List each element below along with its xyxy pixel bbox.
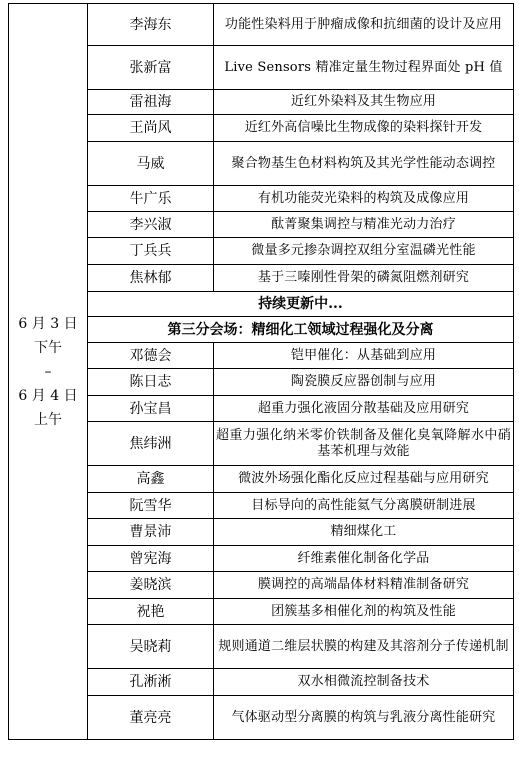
speaker-name: 张新富	[88, 46, 214, 90]
talk-topic: 酞菁聚集调控与精准光动力治疗	[214, 212, 514, 238]
date-line: 6 月 3 日	[18, 315, 78, 332]
talk-topic: 陶瓷膜反应器创制与应用	[214, 369, 514, 396]
table-row	[9, 4, 514, 46]
schedule-body	[9, 4, 514, 740]
talk-topic: 纤维素催化制备化学品	[214, 546, 514, 572]
date-line: 6 月 4 日	[18, 387, 78, 404]
speaker-name: 祝艳	[88, 599, 214, 625]
speaker-name: 雷祖海	[88, 90, 214, 115]
speaker-name: 曾宪海	[88, 546, 214, 572]
speaker-name: 丁兵兵	[88, 238, 214, 265]
speaker-name: 姜晓滨	[88, 572, 214, 599]
talk-topic: 有机功能荧光染料的构筑及成像应用	[214, 186, 514, 212]
talk-topic: 铠甲催化：从基础到应用	[214, 343, 514, 369]
talk-topic: 功能性染料用于肿瘤成像和抗细菌的设计及应用	[214, 4, 514, 46]
speaker-name: 焦林郁	[88, 265, 214, 292]
schedule-table	[8, 3, 514, 740]
speaker-name: 董亮亮	[88, 696, 214, 740]
talk-topic: 超重力强化纳米零价铁制备及催化臭氧降解水中硝基苯机理与效能	[214, 422, 514, 466]
speaker-name: 牛广乐	[88, 186, 214, 212]
talk-topic: 精细煤化工	[214, 519, 514, 546]
speaker-name: 李海东	[88, 4, 214, 46]
speaker-name: 吴晓莉	[88, 625, 214, 669]
talk-topic: 膜调控的高端晶体材料精准制备研究	[214, 572, 514, 599]
talk-topic: 微波外场强化酯化反应过程基础与应用研究	[214, 466, 514, 493]
speaker-name: 焦纬洲	[88, 422, 214, 466]
speaker-name: 陈日志	[88, 369, 214, 396]
speaker-name: 高鑫	[88, 466, 214, 493]
speaker-name: 阮雪华	[88, 493, 214, 519]
speaker-name: 马威	[88, 142, 214, 186]
talk-topic: 气体驱动型分离膜的构筑与乳液分离性能研究	[214, 696, 514, 740]
talk-topic: 近红外染料及其生物应用	[214, 90, 514, 115]
date-cell	[9, 4, 88, 740]
speaker-name: 曹景沛	[88, 519, 214, 546]
talk-topic: 团簇基多相催化剂的构筑及性能	[214, 599, 514, 625]
speaker-name: 李兴淑	[88, 212, 214, 238]
talk-topic: 规则通道二维层状膜的构建及其溶剂分子传递机制	[214, 625, 514, 669]
talk-topic: 目标导向的高性能氦气分离膜研制进展	[214, 493, 514, 519]
talk-topic: Live Sensors 精准定量生物过程界面处 pH 值	[214, 46, 514, 90]
talk-topic: 双水相微流控制备技术	[214, 669, 514, 696]
speaker-name: 邓德会	[88, 343, 214, 369]
talk-topic: 超重力强化液固分散基础及应用研究	[214, 396, 514, 422]
speaker-name: 孔淅淅	[88, 669, 214, 696]
date-line: 下午	[34, 339, 62, 356]
talk-topic: 基于三嗪刚性骨架的磷氮阻燃剂研究	[214, 265, 514, 292]
talk-topic: 微量多元掺杂调控双组分室温磷光性能	[214, 238, 514, 265]
continuing-notice: 持续更新中...	[88, 292, 514, 317]
section-title: 第三分会场：精细化工领域过程强化及分离	[88, 317, 514, 343]
speaker-name: 孙宝昌	[88, 396, 214, 422]
date-line: 上午	[34, 411, 62, 428]
talk-topic: 近红外高信噪比生物成像的染料探针开发	[214, 115, 514, 142]
speaker-name: 王尚风	[88, 115, 214, 142]
date-line: –	[44, 363, 52, 380]
talk-topic: 聚合物基生色材料构筑及其光学性能动态调控	[214, 142, 514, 186]
